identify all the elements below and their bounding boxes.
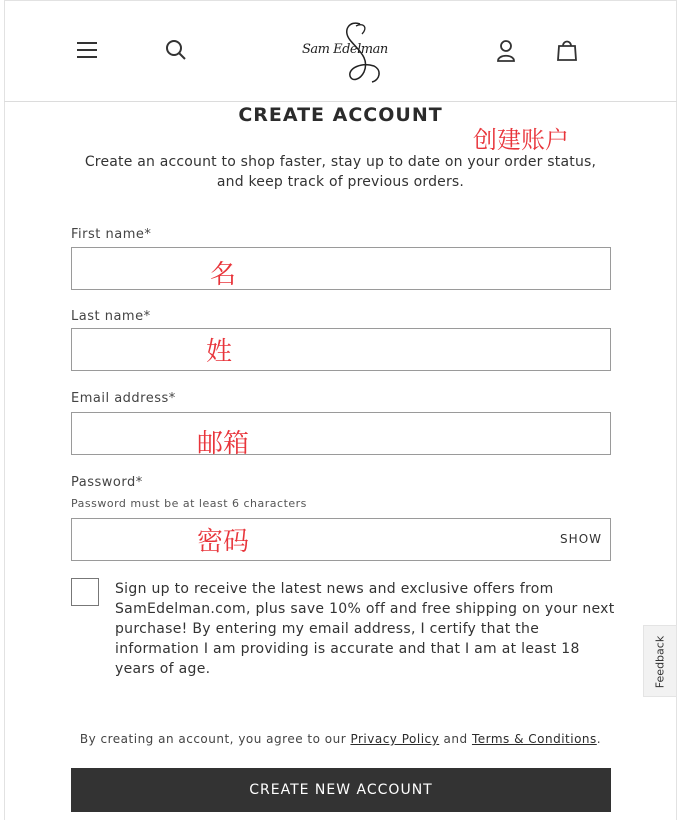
annotation-first-cn: 名 [210, 260, 237, 290]
site-header [4, 0, 677, 102]
intro-line-1: Create an account to shop faster, stay up to date on your order status, [84, 154, 597, 170]
email-input[interactable] [72, 413, 610, 454]
logo-text: Sam Edelman [302, 42, 388, 57]
annotation-email-cn: 邮箱 [197, 429, 250, 459]
terms-prefix: By creating an account, you agree to our [79, 732, 351, 746]
annotation-title-cn: 创建账户 [473, 126, 569, 154]
intro-line-2: and keep track of previous orders. [216, 174, 465, 190]
password-hint: Password must be at least 6 characters [71, 497, 307, 510]
show-password-button[interactable]: SHOW [560, 532, 602, 546]
account-icon[interactable] [496, 39, 516, 62]
search-icon[interactable] [165, 39, 187, 61]
annotation-last-cn: 姓 [206, 337, 233, 367]
password-field[interactable] [71, 518, 611, 561]
last-name-field[interactable] [71, 328, 611, 371]
feedback-label: Feedback [653, 635, 667, 689]
intro-text [60, 152, 621, 192]
first-name-field[interactable] [71, 247, 611, 290]
menu-icon[interactable] [76, 41, 98, 59]
consent-line-3: purchase! By entering my email address, I certify that the [115, 621, 540, 637]
last-name-input[interactable] [72, 329, 610, 370]
shopping-bag-icon[interactable] [556, 38, 578, 62]
privacy-policy-link[interactable]: Privacy Policy [350, 732, 440, 746]
feedback-tab[interactable] [643, 625, 677, 697]
email-label: Email address* [71, 391, 176, 406]
first-name-label: First name* [71, 227, 152, 242]
password-label: Password* [71, 475, 143, 490]
consent-line-2: SamEdelman.com, plus save 10% off and free shipping on your next [115, 601, 615, 617]
last-name-label: Last name* [71, 309, 151, 324]
password-input[interactable] [72, 519, 502, 560]
consent-line-4: information I am providing is accurate and that I am at least 18 [115, 641, 580, 657]
newsletter-consent-text [115, 579, 620, 679]
annotation-password-cn: 密码 [197, 527, 250, 557]
terms-suffix: . [596, 732, 602, 746]
create-account-button[interactable]: CREATE NEW ACCOUNT [71, 768, 611, 812]
consent-line-1: Sign up to receive the latest news and exclusive offers from [115, 581, 554, 597]
terms-text [0, 732, 681, 746]
brand-logo[interactable] [294, 18, 389, 86]
email-field[interactable] [71, 412, 611, 455]
page-title: CREATE ACCOUNT [238, 104, 443, 126]
terms-and: and [439, 732, 472, 746]
first-name-input[interactable] [72, 248, 610, 289]
consent-line-5: years of age. [115, 661, 211, 677]
newsletter-checkbox[interactable] [71, 578, 99, 606]
terms-conditions-link[interactable]: Terms & Conditions [471, 732, 597, 746]
